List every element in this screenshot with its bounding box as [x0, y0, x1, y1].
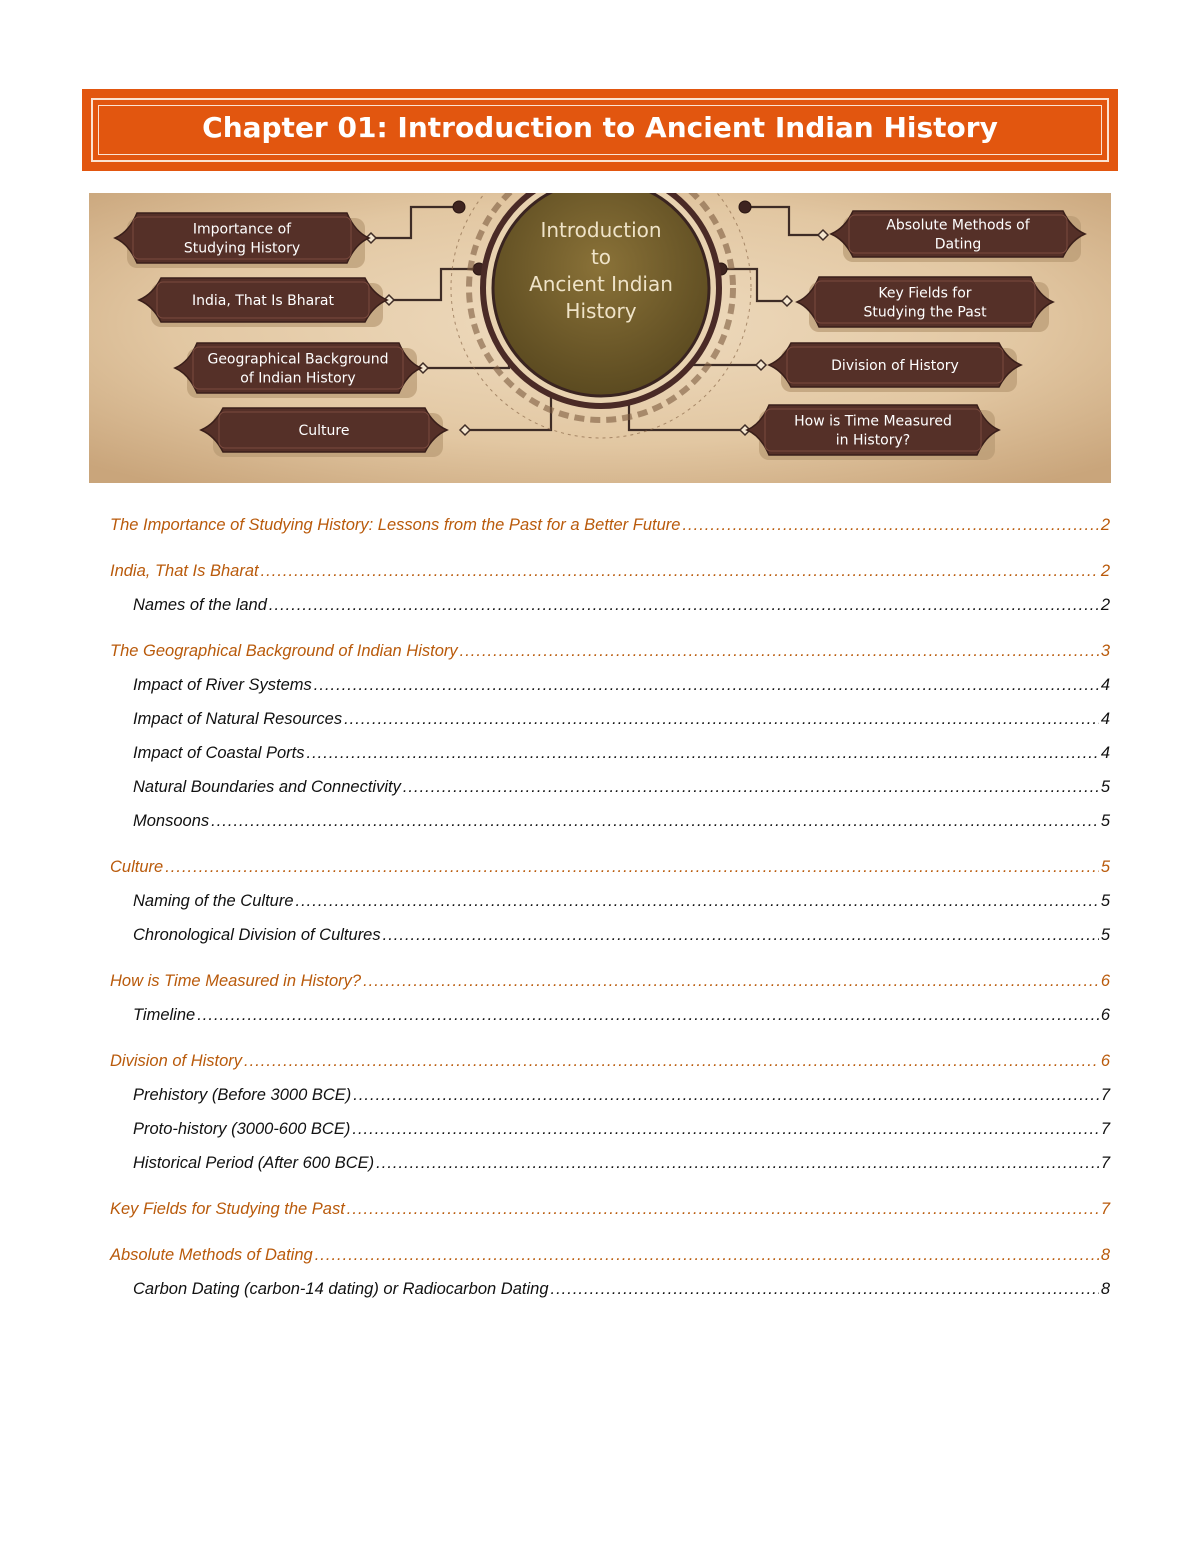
toc-dot-leader [376, 1154, 1099, 1173]
toc-page-number: 7 [1100, 1200, 1110, 1218]
right-topic-label: Division of History [831, 358, 959, 374]
right-topic-label: Key Fields for [878, 285, 972, 302]
right-topic-label: Studying the Past [863, 304, 987, 321]
toc-entry[interactable] [110, 1200, 1110, 1224]
toc-entry-label: Naming of the Culture [133, 892, 294, 910]
toc-dot-leader [383, 926, 1099, 945]
center-label-line: Ancient Indian [529, 272, 673, 296]
toc-entry-label: Proto-history (3000-600 BCE) [133, 1120, 351, 1138]
left-topic-node [175, 343, 421, 398]
toc-dot-leader [352, 1120, 1098, 1139]
toc-entry-label: How is Time Measured in History? [110, 972, 362, 990]
toc-subentry[interactable] [110, 926, 1110, 950]
toc-page-number: 6 [1100, 1006, 1110, 1024]
toc-subentry[interactable] [110, 1006, 1110, 1030]
toc-dot-leader [353, 1086, 1099, 1105]
toc-page-number: 4 [1100, 710, 1110, 728]
toc-dot-leader [314, 676, 1099, 695]
toc-subentry[interactable] [110, 1086, 1110, 1110]
toc-page-number: 5 [1100, 892, 1110, 910]
right-topic-node [747, 405, 999, 460]
toc-entry-label: Culture [110, 858, 164, 876]
toc-dot-leader [347, 1200, 1099, 1219]
toc-page-number: 4 [1100, 744, 1110, 762]
right-topic-node [797, 277, 1053, 332]
chapter-title-box [82, 89, 1118, 171]
toc-subentry[interactable] [110, 778, 1110, 802]
toc-entry[interactable] [110, 562, 1110, 586]
toc-entry-label: Impact of Natural Resources [133, 710, 343, 728]
toc-entry-label: Prehistory (Before 3000 BCE) [133, 1086, 352, 1104]
toc-dot-leader [551, 1280, 1099, 1299]
toc-page-number: 7 [1100, 1120, 1110, 1138]
toc-entry-label: Division of History [110, 1052, 243, 1070]
toc-dot-leader [315, 1246, 1099, 1265]
right-topic-label: How is Time Measured [794, 413, 952, 430]
right-topic-label: Dating [934, 236, 982, 253]
toc-page-number: 6 [1100, 1052, 1110, 1070]
toc-entry-label: Historical Period (After 600 BCE) [133, 1154, 375, 1172]
toc-entry-label: The Importance of Studying History: Lessons from the Past for a Better Future [110, 516, 681, 534]
toc-dot-leader [296, 892, 1099, 911]
toc-page-number: 2 [1100, 596, 1110, 614]
toc-page-number: 2 [1100, 562, 1110, 580]
toc-entry[interactable] [110, 642, 1110, 666]
left-topic-label: Studying History [183, 240, 301, 257]
toc-entry-label: Names of the land [133, 596, 267, 614]
toc-subentry[interactable] [110, 1154, 1110, 1178]
toc-dot-leader [460, 642, 1099, 661]
left-topic-node [201, 408, 447, 457]
toc-entry-label: Monsoons [133, 812, 210, 830]
toc-dot-leader [197, 1006, 1099, 1025]
toc-page-number: 2 [1100, 516, 1110, 534]
toc-entry-label: The Geographical Background of Indian History [110, 642, 458, 660]
toc-subentry[interactable] [110, 710, 1110, 734]
right-topic-label: in History? [835, 432, 911, 449]
toc-entry-label: Natural Boundaries and Connectivity [133, 778, 401, 796]
toc-page-number: 3 [1100, 642, 1110, 660]
toc-page-number: 5 [1100, 926, 1110, 944]
toc-dot-leader [211, 812, 1099, 831]
toc-entry-label: Key Fields for Studying the Past [110, 1200, 345, 1218]
toc-entry[interactable] [110, 858, 1110, 882]
toc-entry[interactable] [110, 1052, 1110, 1076]
mind-map-banner [89, 193, 1111, 483]
right-topic-node [831, 211, 1085, 262]
toc-entry-label: Timeline [133, 1006, 196, 1024]
right-topic-label: Absolute Methods of [886, 217, 1030, 234]
toc-page-number: 8 [1100, 1280, 1110, 1298]
toc-page-number: 5 [1100, 858, 1110, 876]
toc-page-number: 7 [1100, 1086, 1110, 1104]
toc-dot-leader [344, 710, 1099, 729]
center-label-line: History [565, 299, 637, 323]
chapter-title: Chapter 01: Introduction to Ancient Indian History [202, 111, 998, 144]
left-topic-label: Importance of [192, 221, 292, 238]
toc-entry-label: Impact of Coastal Ports [133, 744, 305, 762]
toc-page-number: 5 [1100, 778, 1110, 796]
toc-entry-label: Carbon Dating (carbon-14 dating) or Radiocarbon Dating [133, 1280, 549, 1298]
toc-dot-leader [244, 1052, 1099, 1071]
toc-subentry[interactable] [110, 1280, 1110, 1304]
toc-dot-leader [165, 858, 1099, 877]
toc-page-number: 6 [1100, 972, 1110, 990]
center-label-line: to [590, 245, 612, 269]
toc-page-number: 5 [1100, 812, 1110, 830]
toc-entry-label: India, That Is Bharat [110, 562, 259, 580]
toc-entry-label: Absolute Methods of Dating [110, 1246, 313, 1264]
toc-page-number: 4 [1100, 676, 1110, 694]
toc-dot-leader [269, 596, 1099, 615]
toc-subentry[interactable] [110, 676, 1110, 700]
center-label-line: Introduction [540, 218, 662, 242]
toc-dot-leader [682, 516, 1098, 535]
toc-entry-label: Impact of River Systems [133, 676, 312, 694]
toc-subentry[interactable] [110, 892, 1110, 916]
left-topic-label: of Indian History [240, 370, 356, 387]
toc-page-number: 8 [1100, 1246, 1110, 1264]
toc-subentry[interactable] [110, 596, 1110, 620]
left-topic-node [115, 213, 369, 268]
toc-page-number: 7 [1100, 1154, 1110, 1172]
toc-entry-label: Chronological Division of Cultures [133, 926, 381, 944]
toc-entry[interactable] [110, 1246, 1110, 1270]
toc-dot-leader [363, 972, 1099, 991]
left-topic-label: India, That Is Bharat [192, 293, 334, 309]
toc-subentry[interactable] [110, 1120, 1110, 1144]
toc-dot-leader [261, 562, 1099, 581]
toc-subentry[interactable] [110, 812, 1110, 836]
left-topic-node [139, 278, 387, 327]
toc-dot-leader [403, 778, 1099, 797]
toc-dot-leader [307, 744, 1099, 763]
toc-entry[interactable] [110, 972, 1110, 996]
right-topic-node [769, 343, 1021, 392]
toc-entry[interactable] [110, 516, 1110, 540]
toc-subentry[interactable] [110, 744, 1110, 768]
left-topic-label: Geographical Background [207, 351, 389, 368]
left-topic-label: Culture [298, 423, 350, 439]
